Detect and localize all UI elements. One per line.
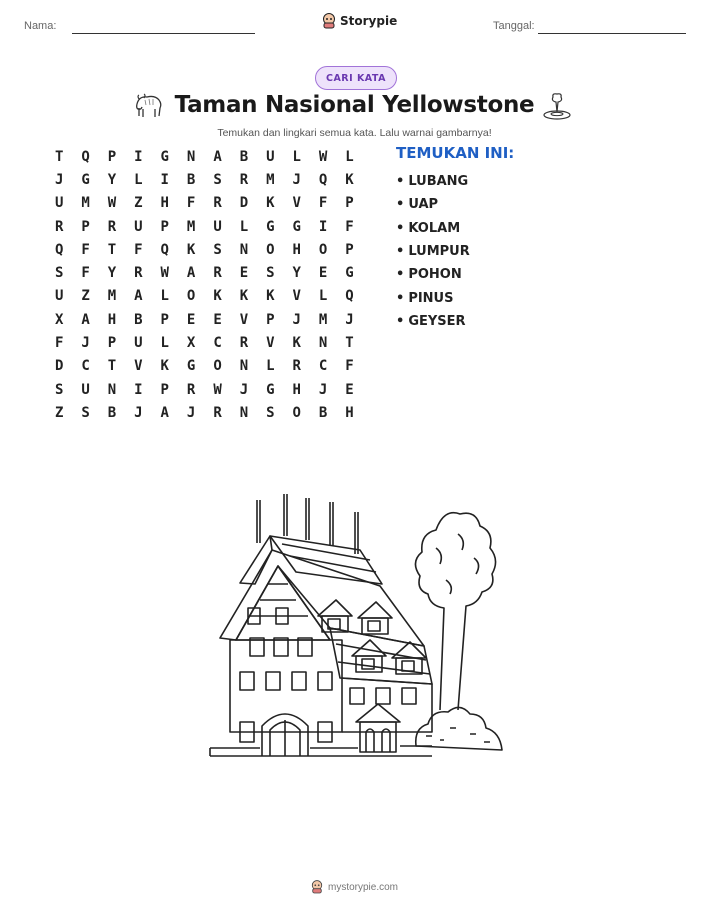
grid-letter[interactable]: F xyxy=(345,218,354,235)
grid-letter[interactable]: B xyxy=(186,171,196,188)
name-label: Nama: xyxy=(24,20,57,32)
grid-letter[interactable]: R xyxy=(107,218,117,235)
grid-letter[interactable]: B xyxy=(134,311,143,328)
grid-letter[interactable]: V xyxy=(134,358,143,375)
bullet-icon: • xyxy=(396,174,405,190)
grid-letter[interactable]: R xyxy=(239,171,249,188)
grid-letter[interactable]: F xyxy=(345,358,354,375)
grid-letter[interactable]: P xyxy=(160,381,169,398)
grid-letter[interactable]: W xyxy=(107,195,117,212)
grid-letter[interactable]: B xyxy=(107,404,117,421)
grid-letter[interactable]: E xyxy=(318,265,328,282)
grid-row xyxy=(46,285,363,308)
grid-letter[interactable]: L xyxy=(239,218,249,235)
grid-letter[interactable]: T xyxy=(107,241,117,258)
grid-letter[interactable]: J xyxy=(186,404,196,421)
grid-letter[interactable]: M xyxy=(266,171,275,188)
footer-url: mystorypie.com xyxy=(327,881,398,893)
bullet-icon: • xyxy=(396,197,405,213)
grid-letter[interactable]: U xyxy=(213,218,222,235)
bullet-icon: • xyxy=(396,313,405,329)
grid-letter[interactable]: W xyxy=(213,381,222,398)
grid-letter[interactable]: Y xyxy=(107,171,117,188)
grid-letter[interactable]: K xyxy=(345,171,354,188)
grid-letter[interactable]: Y xyxy=(292,265,301,282)
grid-row xyxy=(46,238,363,261)
grid-letter[interactable]: Q xyxy=(160,241,169,258)
grid-letter[interactable]: N xyxy=(239,358,249,375)
grid-letter[interactable]: W xyxy=(318,148,328,165)
grid-letter[interactable]: S xyxy=(54,381,64,398)
grid-letter[interactable]: F xyxy=(81,265,90,282)
activity-badge: CARI KATA xyxy=(315,66,397,90)
grid-letter[interactable]: K xyxy=(213,288,222,305)
grid-letter[interactable]: R xyxy=(134,265,143,282)
grid-letter[interactable]: V xyxy=(266,335,275,352)
word-list-item xyxy=(396,170,470,193)
grid-letter[interactable]: E xyxy=(213,311,222,328)
grid-letter[interactable]: S xyxy=(213,241,222,258)
word-text: POHON xyxy=(408,267,462,283)
grid-letter[interactable]: I xyxy=(160,171,169,188)
grid-letter[interactable]: L xyxy=(160,335,169,352)
page-title: Taman Nasional Yellowstone xyxy=(174,92,535,118)
instructions: Temukan dan lingkari semua kata. Lalu warnai gambarnya! xyxy=(217,127,492,139)
grid-letter[interactable]: A xyxy=(160,404,169,421)
grid-letter[interactable]: C xyxy=(213,335,222,352)
grid-letter[interactable]: K xyxy=(186,241,196,258)
grid-letter[interactable]: U xyxy=(134,335,143,352)
grid-letter[interactable]: F xyxy=(186,195,196,212)
grid-letter[interactable]: H xyxy=(292,241,301,258)
word-text: UAP xyxy=(408,197,439,213)
grid-row xyxy=(46,331,363,354)
grid-letter[interactable]: I xyxy=(134,148,143,165)
grid-letter[interactable]: L xyxy=(345,148,354,165)
grid-letter[interactable]: G xyxy=(266,218,275,235)
geyser-icon xyxy=(541,90,573,122)
grid-letter[interactable]: U xyxy=(266,148,275,165)
word-text: LUBANG xyxy=(408,174,469,190)
grid-letter[interactable]: A xyxy=(134,288,143,305)
grid-letter[interactable]: G xyxy=(186,358,196,375)
grid-letter[interactable]: R xyxy=(213,404,222,421)
grid-letter[interactable]: P xyxy=(81,218,90,235)
bullet-icon: • xyxy=(396,220,405,236)
grid-letter[interactable]: F xyxy=(318,195,328,212)
grid-letter[interactable]: P xyxy=(160,218,169,235)
grid-letter[interactable]: S xyxy=(81,404,90,421)
grid-letter[interactable]: P xyxy=(160,311,169,328)
grid-letter[interactable]: Q xyxy=(81,148,90,165)
grid-letter[interactable]: D xyxy=(54,358,64,375)
grid-letter[interactable]: J xyxy=(81,335,90,352)
grid-letter[interactable]: C xyxy=(81,358,90,375)
grid-letter[interactable]: P xyxy=(345,241,354,258)
dormers xyxy=(318,600,426,674)
grid-letter[interactable]: P xyxy=(266,311,275,328)
grid-letter[interactable]: Z xyxy=(54,404,64,421)
grid-letter[interactable]: R xyxy=(54,218,64,235)
grid-letter[interactable]: U xyxy=(54,288,64,305)
grid-letter[interactable]: T xyxy=(345,335,354,352)
brand-name: Storypie xyxy=(340,14,398,28)
grid-row xyxy=(46,215,363,238)
grid-row xyxy=(46,261,363,284)
grid-letter[interactable]: S xyxy=(266,404,275,421)
grid-letter[interactable]: S xyxy=(213,171,222,188)
grid-letter[interactable]: L xyxy=(134,171,143,188)
storypie-mascot-icon xyxy=(322,13,336,29)
grid-letter[interactable]: L xyxy=(318,288,328,305)
grid-letter[interactable]: O xyxy=(318,241,328,258)
grid-letter[interactable]: P xyxy=(107,148,117,165)
grid-letter[interactable]: G xyxy=(345,265,354,282)
grid-letter[interactable]: O xyxy=(186,288,196,305)
bullet-icon: • xyxy=(396,244,405,260)
grid-letter[interactable]: R xyxy=(239,335,249,352)
word-list xyxy=(396,170,470,333)
word-list-item xyxy=(396,217,470,240)
grid-letter[interactable]: K xyxy=(239,288,249,305)
grid-row xyxy=(46,378,363,401)
grid-letter[interactable]: M xyxy=(81,195,90,212)
grid-letter[interactable]: S xyxy=(54,265,64,282)
grid-letter[interactable]: P xyxy=(345,195,354,212)
grid-letter[interactable]: P xyxy=(107,335,117,352)
word-text: KOLAM xyxy=(408,220,461,236)
grid-letter[interactable]: O xyxy=(292,404,301,421)
grid-letter[interactable]: O xyxy=(266,241,275,258)
word-list-item xyxy=(396,263,470,286)
grid-letter[interactable]: Q xyxy=(54,241,64,258)
grid-letter[interactable]: U xyxy=(134,218,143,235)
grid-letter[interactable]: O xyxy=(213,358,222,375)
grid-letter[interactable]: M xyxy=(318,311,328,328)
grid-letter[interactable]: N xyxy=(107,381,117,398)
grid-letter[interactable]: N xyxy=(318,335,328,352)
grid-letter[interactable]: A xyxy=(186,265,196,282)
grid-row xyxy=(46,145,363,168)
grid-letter[interactable]: G xyxy=(81,171,90,188)
grid-letter[interactable]: E xyxy=(239,265,249,282)
grid-letter[interactable]: T xyxy=(54,148,64,165)
grid-letter[interactable]: N xyxy=(186,148,196,165)
grid-letter[interactable]: F xyxy=(81,241,90,258)
grid-row xyxy=(46,355,363,378)
grid-letter[interactable]: G xyxy=(266,381,275,398)
grid-letter[interactable]: H xyxy=(160,195,169,212)
grid-letter[interactable]: X xyxy=(54,311,64,328)
grid-letter[interactable]: R xyxy=(213,265,222,282)
grid-letter[interactable]: N xyxy=(239,404,249,421)
grid-letter[interactable]: Y xyxy=(107,265,117,282)
grid-letter[interactable]: L xyxy=(266,358,275,375)
grid-letter[interactable]: J xyxy=(239,381,249,398)
footer xyxy=(0,880,709,894)
word-list-title: TEMUKAN INI: xyxy=(396,144,515,162)
grid-letter[interactable]: B xyxy=(239,148,249,165)
grid-letter[interactable]: H xyxy=(292,381,301,398)
word-list-item xyxy=(396,286,470,309)
grid-letter[interactable]: T xyxy=(107,358,117,375)
grid-letter[interactable]: F xyxy=(134,241,143,258)
grid-letter[interactable]: I xyxy=(134,381,143,398)
grid-letter[interactable]: Q xyxy=(318,171,328,188)
grid-letter[interactable]: G xyxy=(160,148,169,165)
grid-letter[interactable]: A xyxy=(81,311,90,328)
grid-letter[interactable]: K xyxy=(160,358,169,375)
grid-letter[interactable]: J xyxy=(318,381,328,398)
grid-letter[interactable]: U xyxy=(54,195,64,212)
grid-letter[interactable]: Z xyxy=(81,288,90,305)
grid-letter[interactable]: V xyxy=(239,311,249,328)
grid-letter[interactable]: I xyxy=(318,218,328,235)
grid-letter[interactable]: Q xyxy=(345,288,354,305)
brand-logo xyxy=(322,13,397,29)
grid-letter[interactable]: M xyxy=(186,218,196,235)
grid-letter[interactable]: J xyxy=(134,404,143,421)
grid-letter[interactable]: M xyxy=(107,288,117,305)
grid-letter[interactable]: G xyxy=(292,218,301,235)
roof-poles xyxy=(257,494,358,554)
grid-letter[interactable]: E xyxy=(345,381,354,398)
grid-letter[interactable]: E xyxy=(186,311,196,328)
bullet-icon: • xyxy=(396,290,405,306)
grid-letter[interactable]: W xyxy=(160,265,169,282)
grid-letter[interactable]: J xyxy=(345,311,354,328)
grid-letter[interactable]: K xyxy=(292,335,301,352)
grid-row xyxy=(46,401,363,424)
word-text: GEYSER xyxy=(408,313,466,329)
lodge-geyser-illustration[interactable] xyxy=(200,488,510,763)
grid-letter[interactable]: L xyxy=(292,148,301,165)
date-label: Tanggal: xyxy=(493,20,535,32)
grid-letter[interactable]: X xyxy=(186,335,196,352)
grid-letter[interactable]: R xyxy=(213,195,222,212)
grid-letter[interactable]: J xyxy=(54,171,64,188)
grid-letter[interactable]: V xyxy=(292,195,301,212)
grid-row xyxy=(46,168,363,191)
storypie-mascot-icon xyxy=(311,880,323,894)
grid-letter[interactable]: K xyxy=(266,288,275,305)
word-text: LUMPUR xyxy=(408,244,470,260)
grid-letter[interactable]: S xyxy=(266,265,275,282)
grid-letter[interactable]: R xyxy=(186,381,196,398)
bullet-icon: • xyxy=(396,267,405,283)
grid-letter[interactable]: H xyxy=(345,404,354,421)
name-line[interactable] xyxy=(72,33,255,34)
grid-letter[interactable]: B xyxy=(318,404,328,421)
word-list-item xyxy=(396,310,470,333)
grid-letter[interactable]: L xyxy=(160,288,169,305)
grid-letter[interactable]: F xyxy=(54,335,64,352)
grid-letter[interactable]: H xyxy=(107,311,117,328)
geyser-steam xyxy=(415,513,502,750)
grid-letter[interactable]: J xyxy=(292,171,301,188)
word-text: PINUS xyxy=(408,290,454,306)
grid-letter[interactable]: V xyxy=(292,288,301,305)
word-list-item xyxy=(396,240,470,263)
word-search-grid[interactable] xyxy=(46,145,363,425)
grid-letter[interactable]: K xyxy=(266,195,275,212)
grid-letter[interactable]: C xyxy=(318,358,328,375)
grid-letter[interactable]: R xyxy=(292,358,301,375)
grid-letter[interactable]: Z xyxy=(134,195,143,212)
grid-letter[interactable]: J xyxy=(292,311,301,328)
word-list-item xyxy=(396,193,470,216)
grid-row xyxy=(46,308,363,331)
grid-row xyxy=(46,192,363,215)
grid-letter[interactable]: N xyxy=(239,241,249,258)
grid-letter[interactable]: A xyxy=(213,148,222,165)
grid-letter[interactable]: U xyxy=(81,381,90,398)
grid-letter[interactable]: D xyxy=(239,195,249,212)
date-line[interactable] xyxy=(538,33,686,34)
